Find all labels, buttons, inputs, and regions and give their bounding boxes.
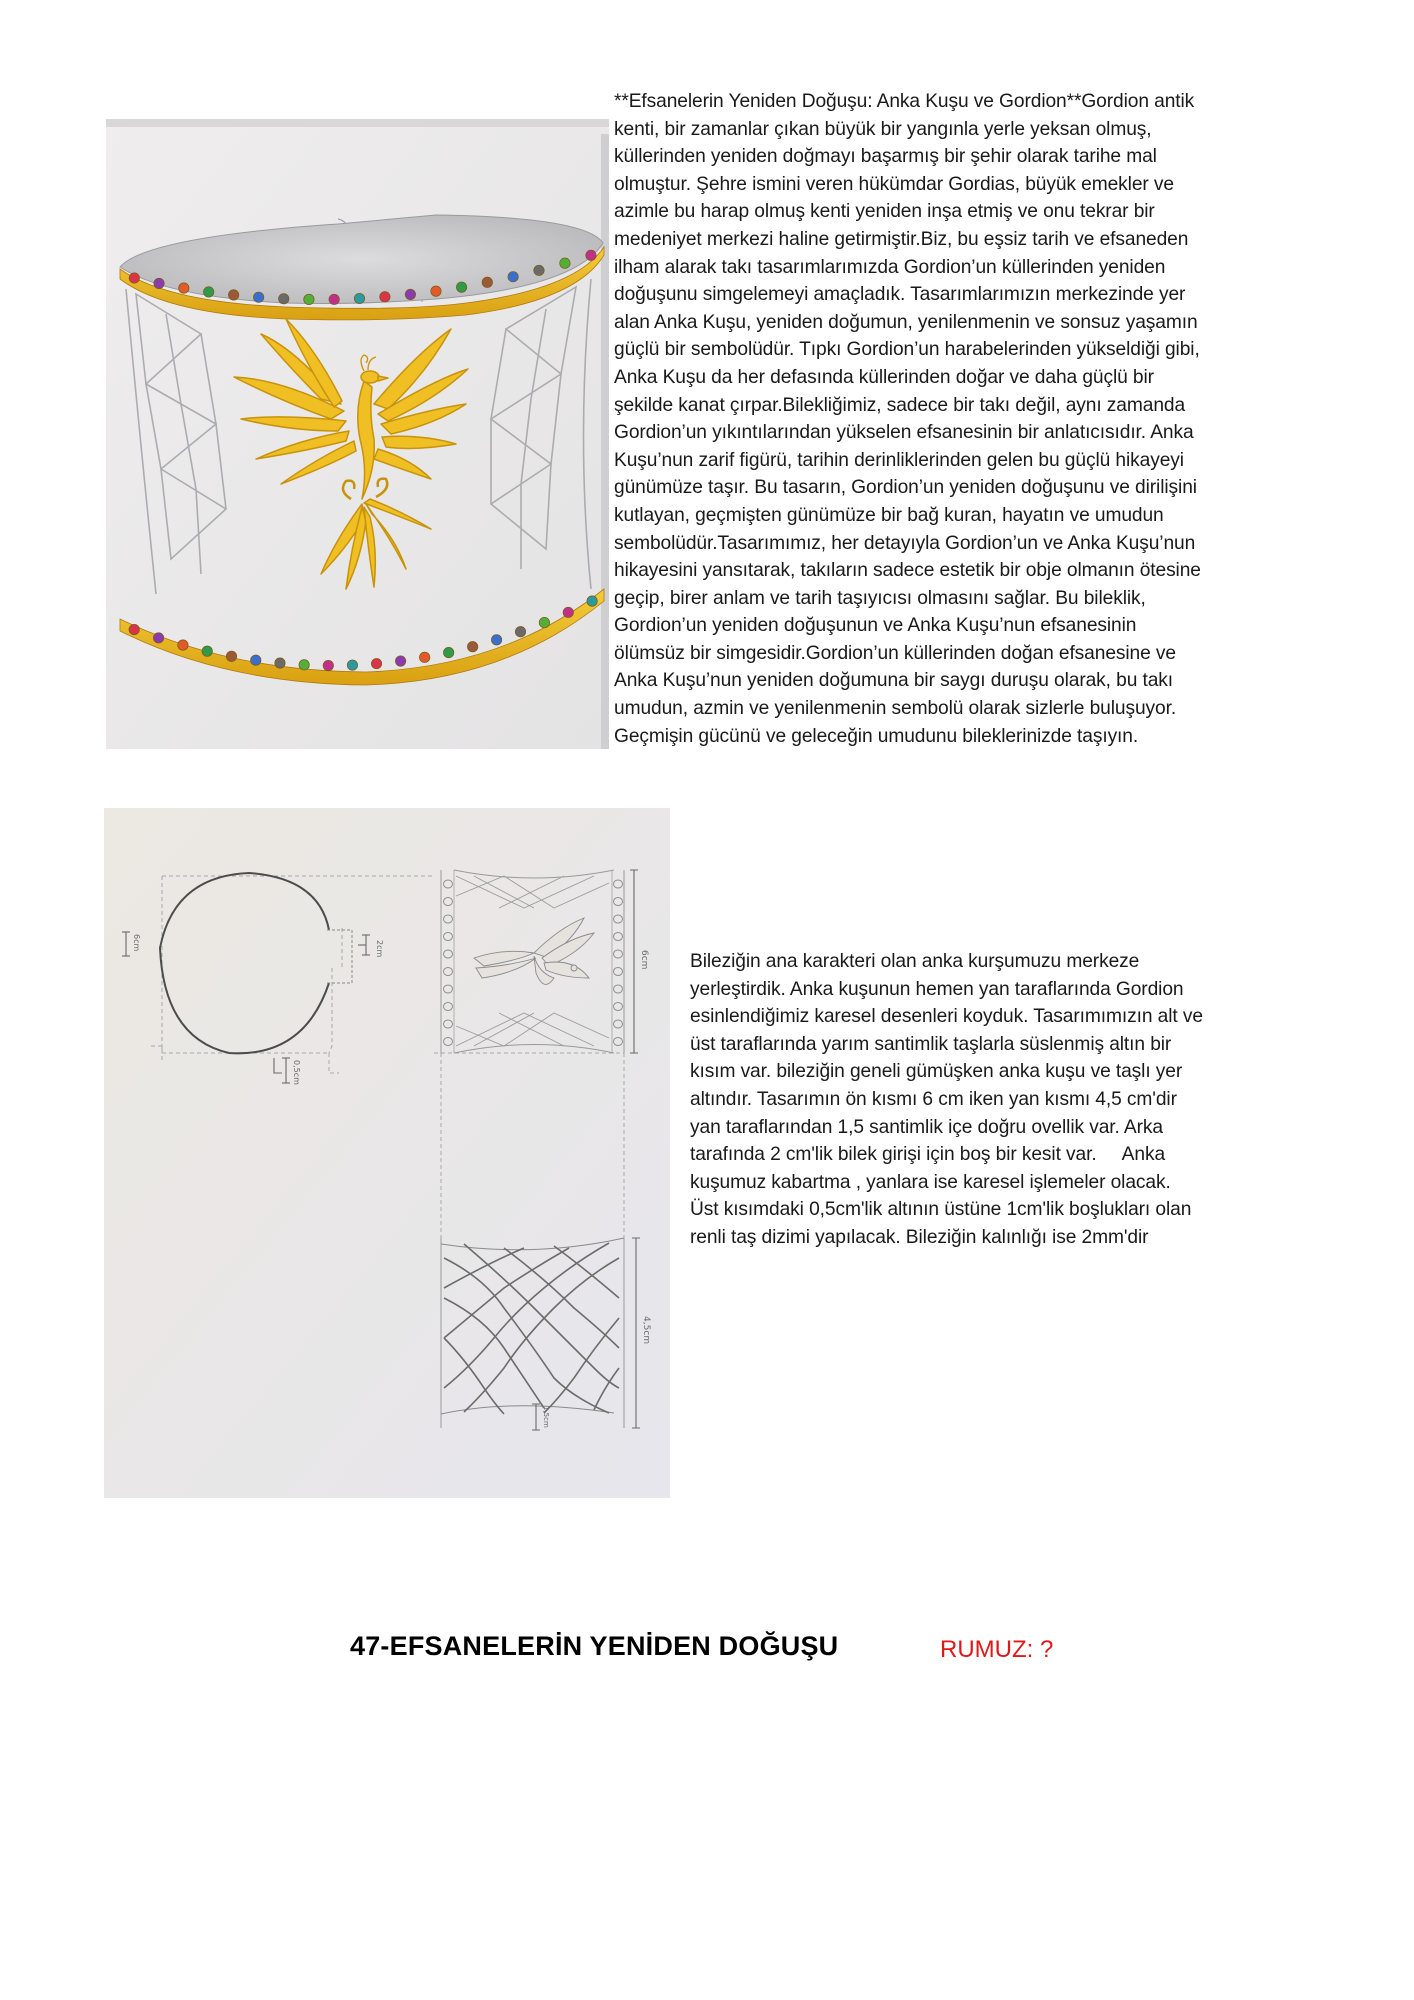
- gemstone: [443, 647, 453, 657]
- spec-line: kısım var. bileziğin geneli gümüşken anka kuşu ve taşlı yer: [690, 1061, 1183, 1083]
- gemstone: [178, 640, 188, 650]
- gemstone: [279, 294, 289, 304]
- story-line: hikayesini yansıtarak, takıların sadece estetik bir obje olmanın ötesine: [614, 560, 1201, 582]
- gemstone: [539, 617, 549, 627]
- entry-title: 47-EFSANELERİN YENİDEN DOĞUŞU: [350, 1631, 839, 1661]
- spec-line: renli taş dizimi yapılacak. Bileziğin kalınlığı ise 2mm'dir: [690, 1226, 1149, 1248]
- gemstone: [380, 292, 390, 302]
- spec-line: altındır. Tasarımın ön kısmı 6 cm iken yan kısmı 4,5 cm'dir: [690, 1088, 1177, 1110]
- gemstone: [491, 635, 501, 645]
- story-line: umudun, azmin ve yenilenmenin sembolü olarak sizlerle buluşuyor.: [614, 698, 1177, 720]
- band-label: 0,5cm: [292, 1060, 301, 1085]
- spec-line: kuşumuz kabartma , yanlara ise karesel işlemeler olacak.: [690, 1171, 1171, 1193]
- gemstone: [456, 282, 466, 292]
- gemstone: [251, 655, 261, 665]
- story-line: güçlü bir sembolüdür. Tıpkı Gordion’un harabelerinden yükseldiği gibi,: [614, 339, 1200, 361]
- story-line: Gordion’un yeniden doğuşunun ve Anka Kuşu’nun efsanesinin: [614, 615, 1137, 637]
- gemstone: [304, 294, 314, 304]
- gemstone: [347, 660, 357, 670]
- spec-line: Üst kısımdaki 0,5cm'lik altının üstüne 1cm'lik boşlukları olan: [690, 1199, 1192, 1221]
- paper-background: [104, 808, 670, 1498]
- story-line: şekilde kanat çırpar.Bilekliğimiz, sadece bir takı değil, aynı zamanda: [614, 394, 1186, 416]
- rumuz-label: RUMUZ: ?: [940, 1636, 1054, 1663]
- spec-line: Bileziğin ana karakteri olan anka kurşumuzu merkeze: [690, 951, 1140, 972]
- gemstone: [419, 652, 429, 662]
- opening-label: 2cm: [375, 940, 384, 958]
- gemstone: [405, 289, 415, 299]
- gemstone: [323, 660, 333, 670]
- story-line: alan Anka Kuşu, yeniden doğumun, yenilenmenin ve sonsuz yaşamın: [614, 311, 1198, 333]
- story-line: medeniyet merkezi haline getirmiştir.Biz, bu eşsiz tarih ve efsaneden: [614, 228, 1189, 250]
- gemstone: [534, 265, 544, 275]
- story-line: Anka Kuşu’nun yeniden doğumuna bir saygı duruşu olarak, bu takı: [614, 670, 1174, 692]
- gemstone: [371, 658, 381, 668]
- left-label: 6cm: [132, 934, 141, 952]
- bracelet-technical-drawing: [104, 808, 670, 1498]
- story-line: kutlayan, geçmişten günümüze bir bağ kuran, hayatın ve umudun: [614, 504, 1164, 526]
- gemstone: [179, 283, 189, 293]
- spec-line: üst taraflarında yarım santimlik taşlarla süslenmiş altın bir: [690, 1033, 1172, 1055]
- front-height-label: 6cm: [639, 950, 649, 970]
- story-line: **Efsanelerin Yeniden Doğuşu: Anka Kuşu ve Gordion**Gordion antik: [614, 91, 1195, 112]
- gemstone: [431, 286, 441, 296]
- gemstone: [482, 277, 492, 287]
- gemstone: [203, 287, 213, 297]
- story-line: günümüze taşır. Bu tasarın, Gordion’un yeniden doğuşunu ve dirilişini: [614, 477, 1197, 499]
- story-line: Gordion’un yıkıntılarından yükselen efsanesinin bir anlatıcısıdır. Anka: [614, 422, 1194, 444]
- story-line: küllerinden yeniden doğmayı başarmış bir şehir olarak tarihe mal: [614, 146, 1157, 168]
- side-height-label: 4,5cm: [641, 1316, 651, 1345]
- gemstone: [587, 596, 597, 606]
- spec-line: tarafında 2 cm'lik bilek girişi için boş bir kesit var. Anka: [690, 1144, 1166, 1166]
- gemstone: [129, 624, 139, 634]
- gemstone: [329, 294, 339, 304]
- story-line: azimle bu harap olmuş kenti yeniden inşa etmiş ve onu tekrar bir: [614, 201, 1155, 223]
- spec-line: yerleştirdik. Anka kuşunun hemen yan taraflarında Gordion: [690, 978, 1184, 1000]
- gemstone: [153, 633, 163, 643]
- technical-drawing-illustration: [104, 808, 670, 1498]
- gemstone: [560, 258, 570, 268]
- paper-shadow: [601, 134, 609, 749]
- paper-edge: [106, 119, 609, 127]
- gemstone: [253, 292, 263, 302]
- inward-curve-label: 1,5cm: [542, 1406, 550, 1428]
- gemstone: [508, 272, 518, 282]
- story-line: sembolüdür.Tasarımımız, her detayıyla Gordion’un ve Anka Kuşu’nun: [614, 532, 1196, 554]
- spec-line: yan taraflarından 1,5 santimlik içe doğru ovellik var. Arka: [690, 1116, 1163, 1138]
- gemstone: [228, 290, 238, 300]
- story-line: Anka Kuşu da her defasında küllerinden doğar ve daha güçlü bir: [614, 366, 1154, 388]
- story-line: Kuşu’nun zarif figürü, tarihin derinliklerinden gelen bu güçlü hikayeyi: [614, 449, 1184, 471]
- gemstone: [354, 293, 364, 303]
- spec-text: [690, 948, 1330, 1252]
- gemstone: [515, 627, 525, 637]
- gemstone: [563, 607, 573, 617]
- story-line: olmuştur. Şehre ismini veren hükümdar Gordias, büyük emekler ve: [614, 173, 1174, 195]
- spec-line: esinlendiğimiz karesel desenleri koyduk. Tasarımımızın alt ve: [690, 1006, 1203, 1028]
- gemstone: [226, 651, 236, 661]
- story-line: Geçmişin gücünü ve geleceğin umudunu bileklerinizde taşıyın.: [614, 725, 1139, 747]
- gemstone: [202, 646, 212, 656]
- gemstone: [129, 273, 139, 283]
- story-line: ilham alarak takı tasarımlarımızda Gordion’un küllerinden yeniden: [614, 256, 1166, 278]
- story-text: [614, 88, 1334, 750]
- story-line: ölümsüz bir simgesidir.Gordion’un küllerinden doğan efsanesine ve: [614, 642, 1176, 664]
- story-line: kenti, bir zamanlar çıkan büyük bir yangınla yerle yeksan olmuş,: [614, 118, 1152, 140]
- bracelet-color-sketch: [106, 119, 609, 749]
- story-line: geçip, birer anlam ve tarih taşıyıcısı olmasını sağlar. Bu bileklik,: [614, 587, 1146, 609]
- gemstone: [467, 642, 477, 652]
- gemstone: [154, 278, 164, 288]
- gemstone: [299, 660, 309, 670]
- gemstone: [275, 658, 285, 668]
- bracelet-illustration: [106, 119, 609, 749]
- story-line: doğuşunu simgelemeyi amaçladık. Tasarımlarımızın merkezinde yer: [614, 284, 1186, 306]
- gemstone: [395, 656, 405, 666]
- gemstone: [586, 250, 596, 260]
